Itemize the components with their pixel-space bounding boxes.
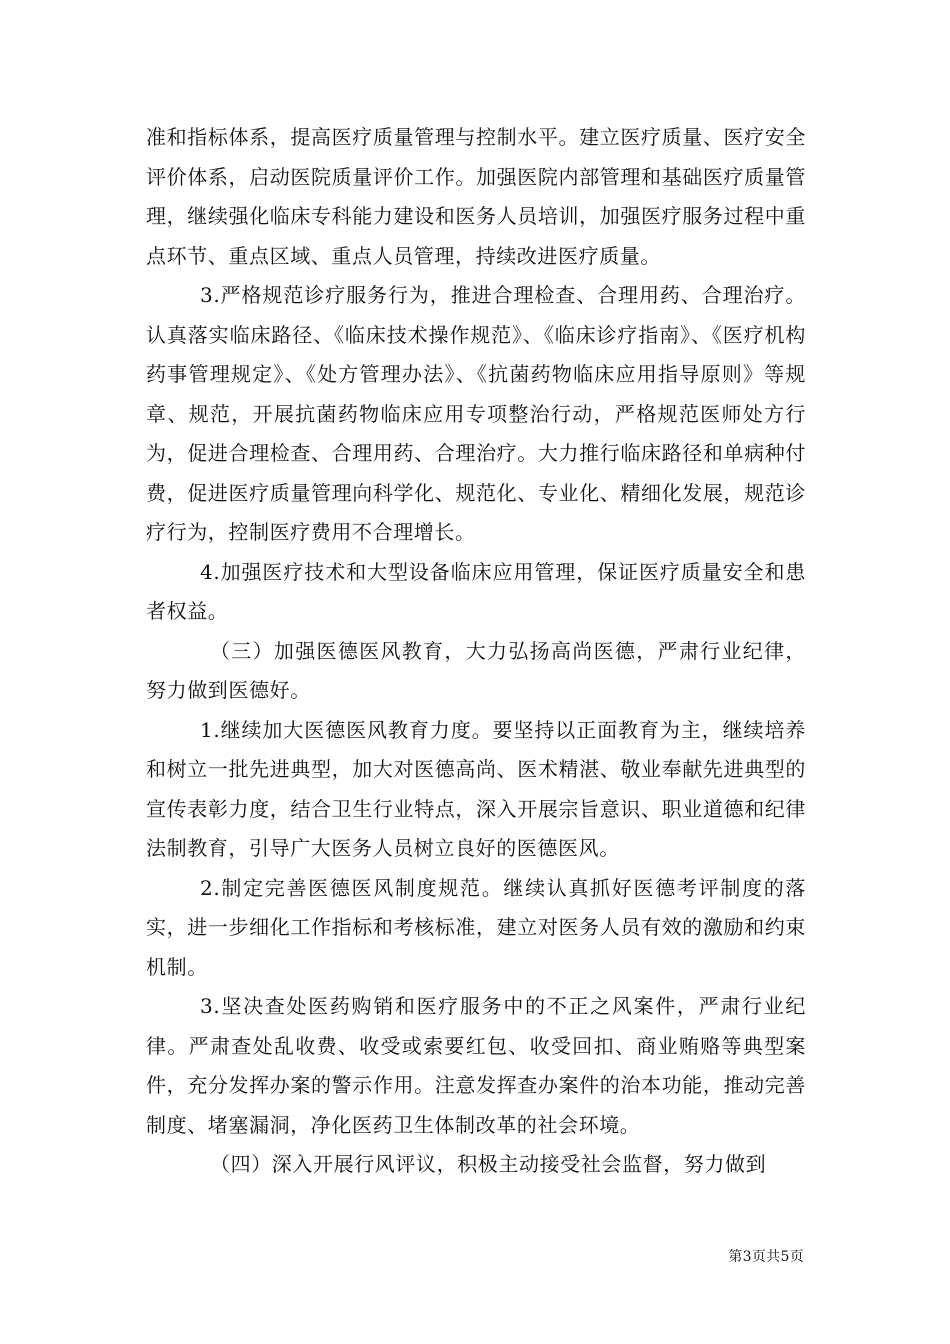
section-heading-4-public-supervision: （四）深入开展行风评议，积极主动接受社会监督，努力做到 — [210, 1152, 767, 1176]
document-body — [146, 118, 806, 1185]
paragraph-continuation: 准和指标体系，提高医疗质量管理与控制水平。建立医疗质量、医疗安全评价体系，启动医院质量评价工作。加强医院内部管理和基础医疗质量管理，继续强化临床专科能力建设和医务人员培训，加强医疗服务过程中重点环节、重点区域、重点人员管理，持续改进医疗质量。 — [146, 125, 806, 268]
section-heading-3-medical-ethics: （三）加强医德医风教育，大力弘扬高尚医德，严肃行业纪律，努力做到医德好。 — [146, 638, 806, 702]
paragraph-item-3-diagnosis-conduct: 3.严格规范诊疗服务行为，推进合理检查、合理用药、合理治疗。认真落实临床路径、《临床技术操作规范》、《临床诊疗指南》、《医疗机构药事管理规定》、《处方管理办法》、《抗菌药物临床应用指导原则》等规章、规范，开展抗菌药物临床应用专项整治行动，严格规范医师处方行为，促进合理检查、合理用药、合理治疗。大力推行临床路径和单病种付费，促进医疗质量管理向科学化、规范化、专业化、精细化发展，规范诊疗行为，控制医疗费用不合理增长。 — [146, 283, 806, 544]
paragraph-item-3-misconduct-cases: 3.坚决查处医药购销和医疗服务中的不正之风案件，严肃行业纪律。严肃查处乱收费、收受或索要红包、收受回扣、商业贿赂等典型案件，充分发挥办案的警示作用。注意发挥查办案件的治本功能，推动完善制度、堵塞漏洞，净化医药卫生体制改革的社会环境。 — [146, 994, 806, 1137]
paragraph-item-1-ethics-education: 1.继续加大医德医风教育力度。要坚持以正面教育为主，继续培养和树立一批先进典型，加大对医德高尚、医术精湛、敬业奉献先进典型的宣传表彰力度，结合卫生行业特点，深入开展宗旨意识、职业道德和纪律法制教育，引导广大医务人员树立良好的医德医风。 — [146, 717, 806, 860]
paragraph-item-2-ethics-rules: 2.制定完善医德医风制度规范。继续认真抓好医德考评制度的落实，进一步细化工作指标和考核标准，建立对医务人员有效的激励和约束机制。 — [146, 875, 806, 979]
paragraph-item-4-technology-management: 4.加强医疗技术和大型设备临床应用管理，保证医疗质量安全和患者权益。 — [146, 559, 806, 623]
page-number-footer: 第3页共5页 — [728, 1249, 804, 1265]
